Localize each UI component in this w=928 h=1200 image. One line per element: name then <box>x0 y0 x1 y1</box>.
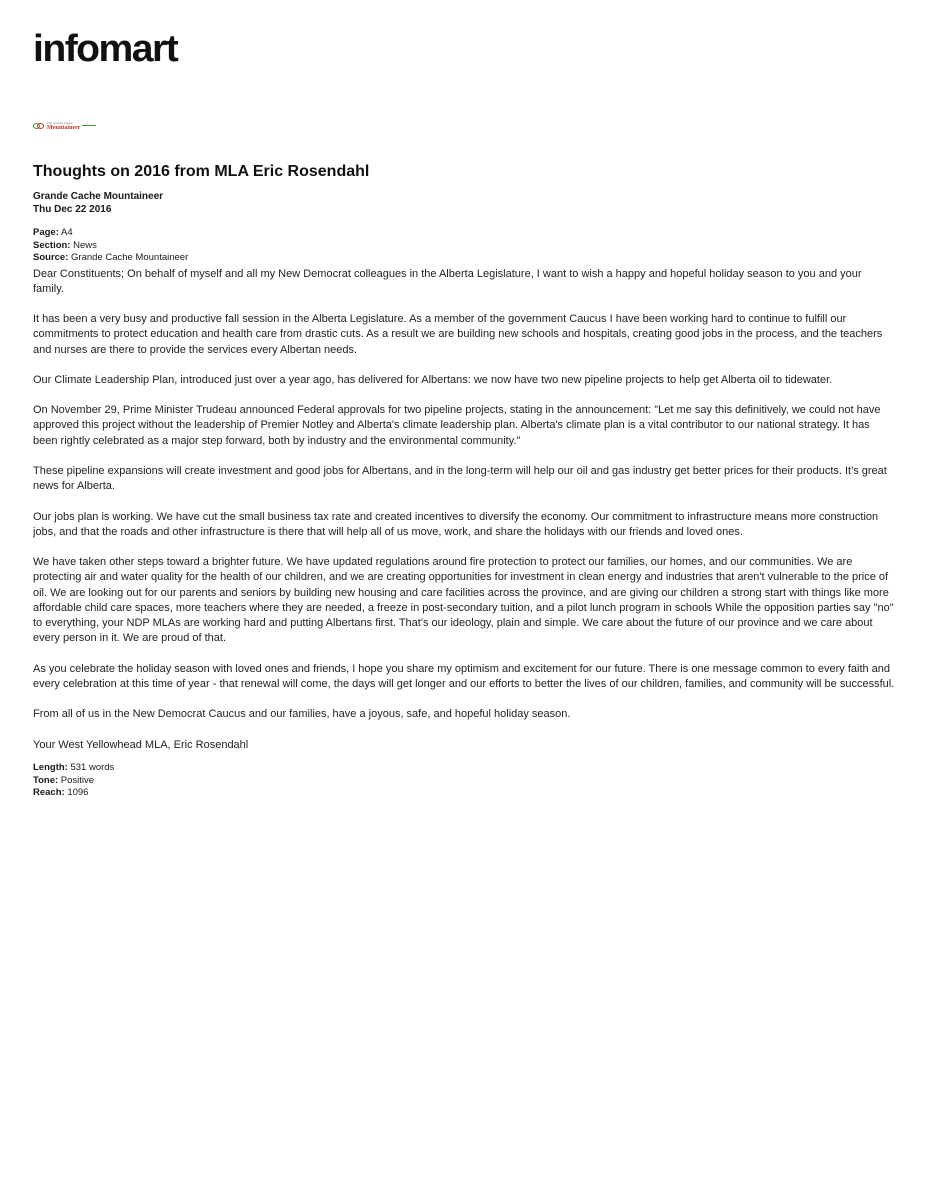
article-paragraph: It has been a very busy and productive fall session in the Alberta Legislature. As a member of the government Caucus I have been working hard to continue to fulfill our commitments to protect education and health care from drastic cuts. As a result we are building new schools and hospitals, creating good jobs in the process, and the teachers and nurses are there to provide the services every Albertan needs. <box>33 313 883 356</box>
article-paragraph: On November 29, Prime Minister Trudeau announced Federal approvals for two pipeline projects, stating in the announcement: "Let me say this definitively, we could not have approved this project without the leadership of Premier Notley and Alberta's climate leadership plan. Alberta's climate plan is a vital contributor to our national strategy. It has been rightly celebrated as a major step forward, both by industry and the environmental community." <box>33 404 881 447</box>
article-paragraph: Our Climate Leadership Plan, introduced just over a year ago, has delivered for Albertans: we now have two new pipeline projects to help get Alberta oil to tidewater. <box>33 373 833 386</box>
mountaineer-logo-icon <box>33 122 45 130</box>
publication-logo-name: Mountaineer <box>47 124 81 131</box>
article-paragraph: These pipeline expansions will create investment and good jobs for Albertans, and in the long-term will help our oil and gas industry get better prices for their products. It's great news for Alberta. <box>33 465 887 493</box>
article-publication: Grande Cache Mountaineer <box>33 191 164 202</box>
page-field: Page: A4 <box>33 227 73 238</box>
article-paragraph: From all of us in the New Democrat Caucus and our families, have a joyous, safe, and hopeful holiday season. <box>33 708 571 721</box>
article-paragraph: Dear Constituents; On behalf of myself and all my New Democrat colleagues in the Alberta Legislature, I want to wish a happy and hopeful holiday season to you and your family. <box>33 267 862 295</box>
publication-logo <box>33 120 895 132</box>
article-title: Thoughts on 2016 from MLA Eric Rosendahl <box>33 163 370 180</box>
article-date: Thu Dec 22 2016 <box>33 204 112 215</box>
article-signature: Your West Yellowhead MLA, Eric Rosendahl <box>33 738 249 751</box>
publication-logo-small-text: The Grande Cache <box>47 120 73 125</box>
article-fields <box>33 227 895 265</box>
source-field: Source: Grande Cache Mountaineer <box>33 252 189 263</box>
publication-logo-rule <box>82 125 96 126</box>
reach-field: Reach: 1096 <box>33 787 89 799</box>
article-paragraph: As you celebrate the holiday season with loved ones and friends, I hope you share my optimism and excitement for our future. There is one message common to every faith and every celebration at this time of year - that renewal will come, the days will get longer and our efforts to better the lives of our children, families, and community will be successful. <box>33 662 895 690</box>
article-meta <box>33 190 895 216</box>
infomart-logo: infomart <box>33 28 178 70</box>
section-field: Section: News <box>33 239 97 251</box>
tone-field: Tone: Positive <box>33 774 95 786</box>
article-paragraph: Our jobs plan is working. We have cut the small business tax rate and created incentives to diversify the economy. Our commitment to infrastructure means more construction jobs, and that the roads and other infrastructure is there that will help all of us move, work, and share the holidays with our friends and loved ones. <box>33 510 879 538</box>
article-paragraph: We have taken other steps toward a brighter future. We have updated regulations around fire protection to protect our families, our homes, and our communities. We are protecting air and water quality for the health of our children, and we are creating opportunities for investment in clean energy and industries that aren't vulnerable to the price of oil. We are looking out for our parents and seniors by building new housing and care facilities across the province, and are giving our children a strong start with things like more affordable child care spaces, more teachers where they are needed, a freeze in post-secondary tuition, and a pilot lunch program in schools While the opposition parties say "no" to everything, your NDP MLAs are working hard and putting Albertans first. That's our ideology, plain and simple. We care about the future of our province and we care about every person in it. We are proud of that. <box>33 556 894 645</box>
article-stats <box>33 762 895 800</box>
article-body <box>33 267 895 753</box>
length-field: Length: 531 words <box>33 762 115 774</box>
document-page <box>33 30 895 800</box>
